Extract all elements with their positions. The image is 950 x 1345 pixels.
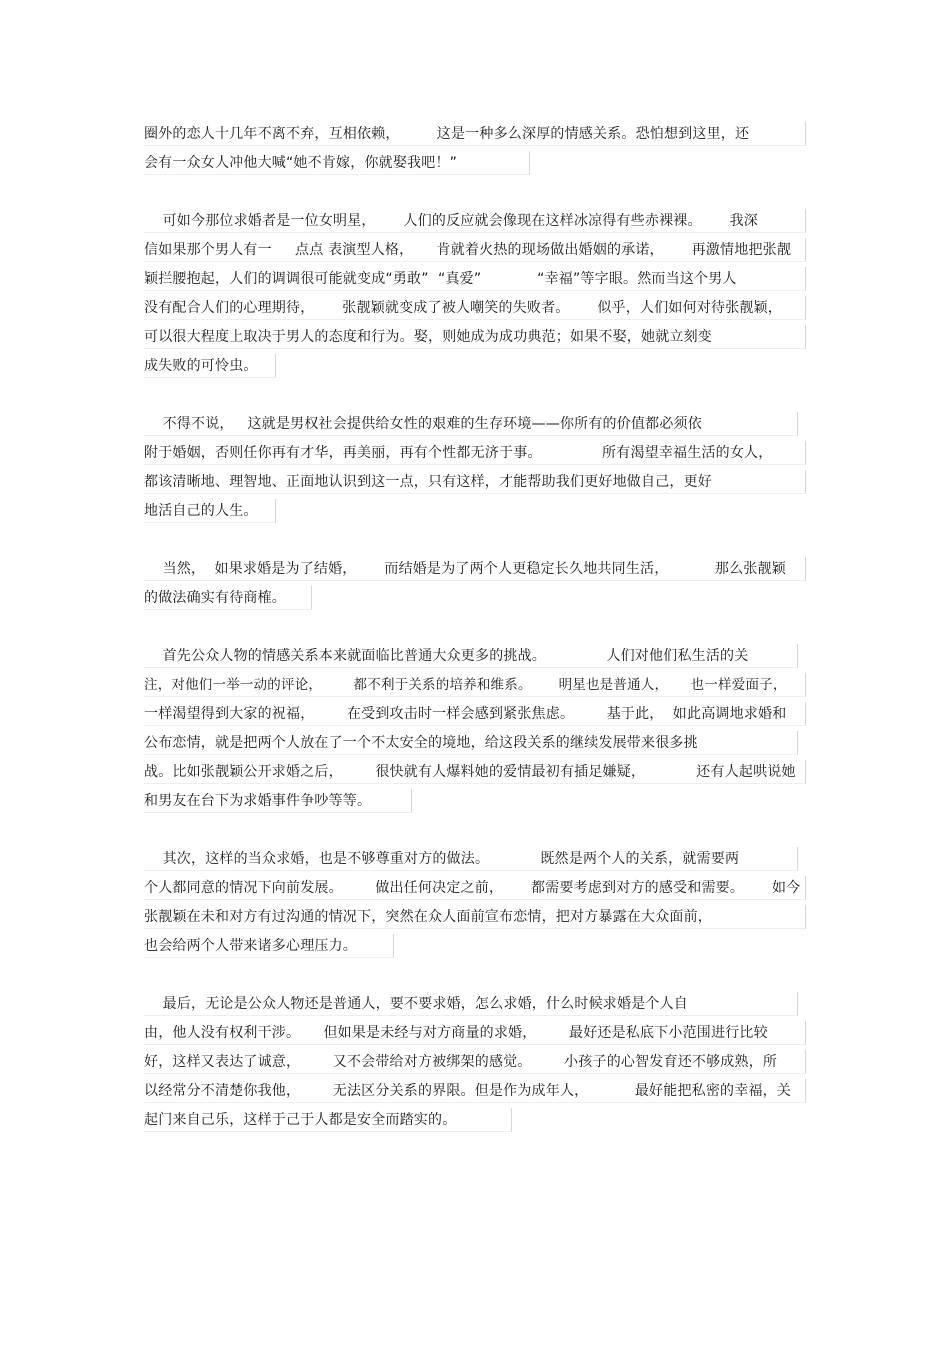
- text-line: 注，对他们一举一动的评论， 都不利于关系的培养和维系。 明星也是普通人， 也一样爱面子，: [144, 673, 806, 697]
- text-line: 首先公众人物的情感关系本来就面临比普通大众更多的挑战。 人们对他们私生活的关: [144, 644, 798, 668]
- text-line: 由，他人没有权利干涉。 但如果是未经与对方商量的求婚， 最好还是私底下小范围进行比较: [144, 1021, 806, 1045]
- text-line: 没有配合人们的心理期待， 张靓颖就变成了被人嘲笑的失败者。 似乎，人们如何对待张靓颖，: [144, 296, 806, 320]
- text-line: 一样渴望得到大家的祝福， 在受到攻击时一样会感到紧张焦虑。 基于此， 如此高调地求婚和: [144, 702, 806, 726]
- text-line: 和男友在台下为求婚事件争吵等等。: [144, 789, 412, 813]
- text-line: 会有一众女人冲他大喊“她不肯嫁，你就娶我吧！”: [144, 151, 530, 175]
- text-line: 可以很大程度上取决于男人的态度和行为。娶，则她成为成功典范；如果不娶，她就立刻变: [144, 325, 806, 349]
- text-line: 的做法确实有待商榷。: [144, 586, 312, 610]
- text-line: 可如今那位求婚者是一位女明星， 人们的反应就会像现在这样冰凉得有些赤裸裸。 我深: [144, 209, 806, 233]
- text-line: 不得不说， 这就是男权社会提供给女性的艰难的生存环境——你所有的价值都必须依: [144, 412, 798, 436]
- text-line: 好，这样又表达了诚意， 又不会带给对方被绑架的感觉。 小孩子的心智发育还不够成熟，所: [144, 1050, 806, 1074]
- text-line: 地活自己的人生。: [144, 499, 276, 523]
- text-line: 当然， 如果求婚是为了结婚， 而结婚是为了两个人更稳定长久地共同生活， 那么张靓颖: [144, 557, 806, 581]
- text-line: 信如果那个男人有一 点点 表演型人格， 肯就着火热的现场做出婚姻的承诺， 再激情地把张靓: [144, 238, 806, 262]
- text-line: 公布恋情，就是把两个人放在了一个不太安全的境地，给这段关系的继续发展带来很多挑: [144, 731, 798, 755]
- text-line: 圈外的恋人十几年不离不弃，互相依赖， 这是一种多么深厚的情感关系。恐怕想到这里，还: [144, 122, 806, 146]
- text-line: 起门来自己乐，这样于己于人都是安全而踏实的。: [144, 1108, 512, 1132]
- text-line: 附于婚姻，否则任你再有才华，再美丽，再有个性都无济于事。 所有渴望幸福生活的女人，: [144, 441, 806, 465]
- text-line: 颖拦腰抱起，人们的调调很可能就变成“勇敢” “真爱” “幸福”等字眼。然而当这个男人: [144, 267, 806, 291]
- text-line: 成失败的可怜虫。: [144, 354, 276, 378]
- text-line: 战。比如张靓颖公开求婚之后， 很快就有人爆料她的爱情最初有插足嫌疑， 还有人起哄说她: [144, 760, 806, 784]
- text-line: 其次，这样的当众求婚，也是不够尊重对方的做法。 既然是两个人的关系，就需要两: [144, 847, 798, 871]
- text-line: 个人都同意的情况下向前发展。 做出任何决定之前， 都需要考虑到对方的感受和需要。 如今: [144, 876, 806, 900]
- text-line: 最后，无论是公众人物还是普通人，要不要求婚，怎么求婚，什么时候求婚是个人自: [144, 992, 798, 1016]
- text-line: 都该清晰地、理智地、正面地认识到这一点，只有这样，才能帮助我们更好地做自己，更好: [144, 470, 806, 494]
- text-line: 以经常分不清楚你我他， 无法区分关系的界限。但是作为成年人， 最好能把私密的幸福，关: [144, 1079, 806, 1103]
- text-line: 张靓颖在未和对方有过沟通的情况下，突然在众人面前宣布恋情，把对方暴露在大众面前，: [144, 905, 806, 929]
- text-line: 也会给两个人带来诸多心理压力。: [144, 934, 394, 958]
